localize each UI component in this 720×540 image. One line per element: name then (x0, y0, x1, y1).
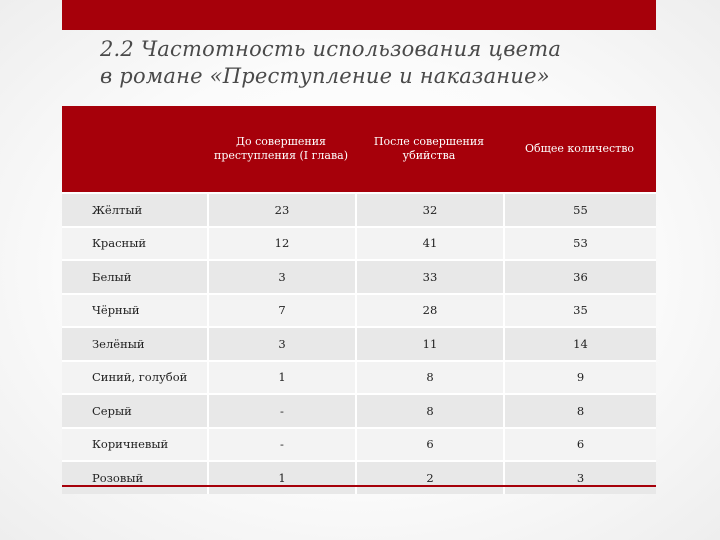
table-header-row (62, 106, 656, 192)
header-cell-total: Общее количество (503, 106, 656, 192)
color-frequency-table (62, 106, 656, 494)
table-row (62, 326, 656, 360)
row-before-value: 7 (207, 293, 355, 327)
row-after-value: 41 (355, 226, 503, 260)
row-total-value: 3 (503, 460, 656, 494)
row-color-label: Жёлтый (62, 192, 207, 226)
row-total-value: 6 (503, 427, 656, 461)
table-row (62, 393, 656, 427)
header-cell-after-murder: После совершения убийства (355, 106, 503, 192)
row-color-label: Синий, голубой (62, 360, 207, 394)
row-color-label: Розовый (62, 460, 207, 494)
row-before-value: 12 (207, 226, 355, 260)
row-after-value: 2 (355, 460, 503, 494)
row-color-label: Коричневый (62, 427, 207, 461)
table-row (62, 192, 656, 226)
row-color-label: Зелёный (62, 326, 207, 360)
row-total-value: 14 (503, 326, 656, 360)
row-total-value: 53 (503, 226, 656, 260)
table-row (62, 360, 656, 394)
row-total-value: 8 (503, 393, 656, 427)
row-after-value: 6 (355, 427, 503, 461)
color-frequency-table-wrapper (62, 106, 656, 494)
slide-title-line-1: 2.2 Частотность использования цвета (100, 37, 562, 61)
row-before-value: 1 (207, 360, 355, 394)
row-total-value: 55 (503, 192, 656, 226)
top-accent-band (62, 0, 656, 30)
row-after-value: 33 (355, 259, 503, 293)
header-cell-color (62, 106, 207, 192)
slide-title-line-2: в романе «Преступление и наказание» (100, 64, 550, 88)
header-cell-before-crime: До совершения преступления (I глава) (207, 106, 355, 192)
row-color-label: Красный (62, 226, 207, 260)
row-before-value: 1 (207, 460, 355, 494)
row-before-value: 3 (207, 259, 355, 293)
row-color-label: Белый (62, 259, 207, 293)
row-total-value: 35 (503, 293, 656, 327)
table-row (62, 460, 656, 494)
row-after-value: 8 (355, 360, 503, 394)
row-after-value: 32 (355, 192, 503, 226)
row-before-value: 3 (207, 326, 355, 360)
row-before-value: 23 (207, 192, 355, 226)
row-after-value: 11 (355, 326, 503, 360)
row-after-value: 8 (355, 393, 503, 427)
row-after-value: 28 (355, 293, 503, 327)
table-row (62, 226, 656, 260)
table-row (62, 427, 656, 461)
row-before-value: - (207, 427, 355, 461)
row-total-value: 36 (503, 259, 656, 293)
table-row (62, 259, 656, 293)
bottom-accent-line (62, 485, 656, 487)
row-color-label: Серый (62, 393, 207, 427)
row-color-label: Чёрный (62, 293, 207, 327)
table-row (62, 293, 656, 327)
slide-title (100, 36, 660, 90)
row-total-value: 9 (503, 360, 656, 394)
row-before-value: - (207, 393, 355, 427)
